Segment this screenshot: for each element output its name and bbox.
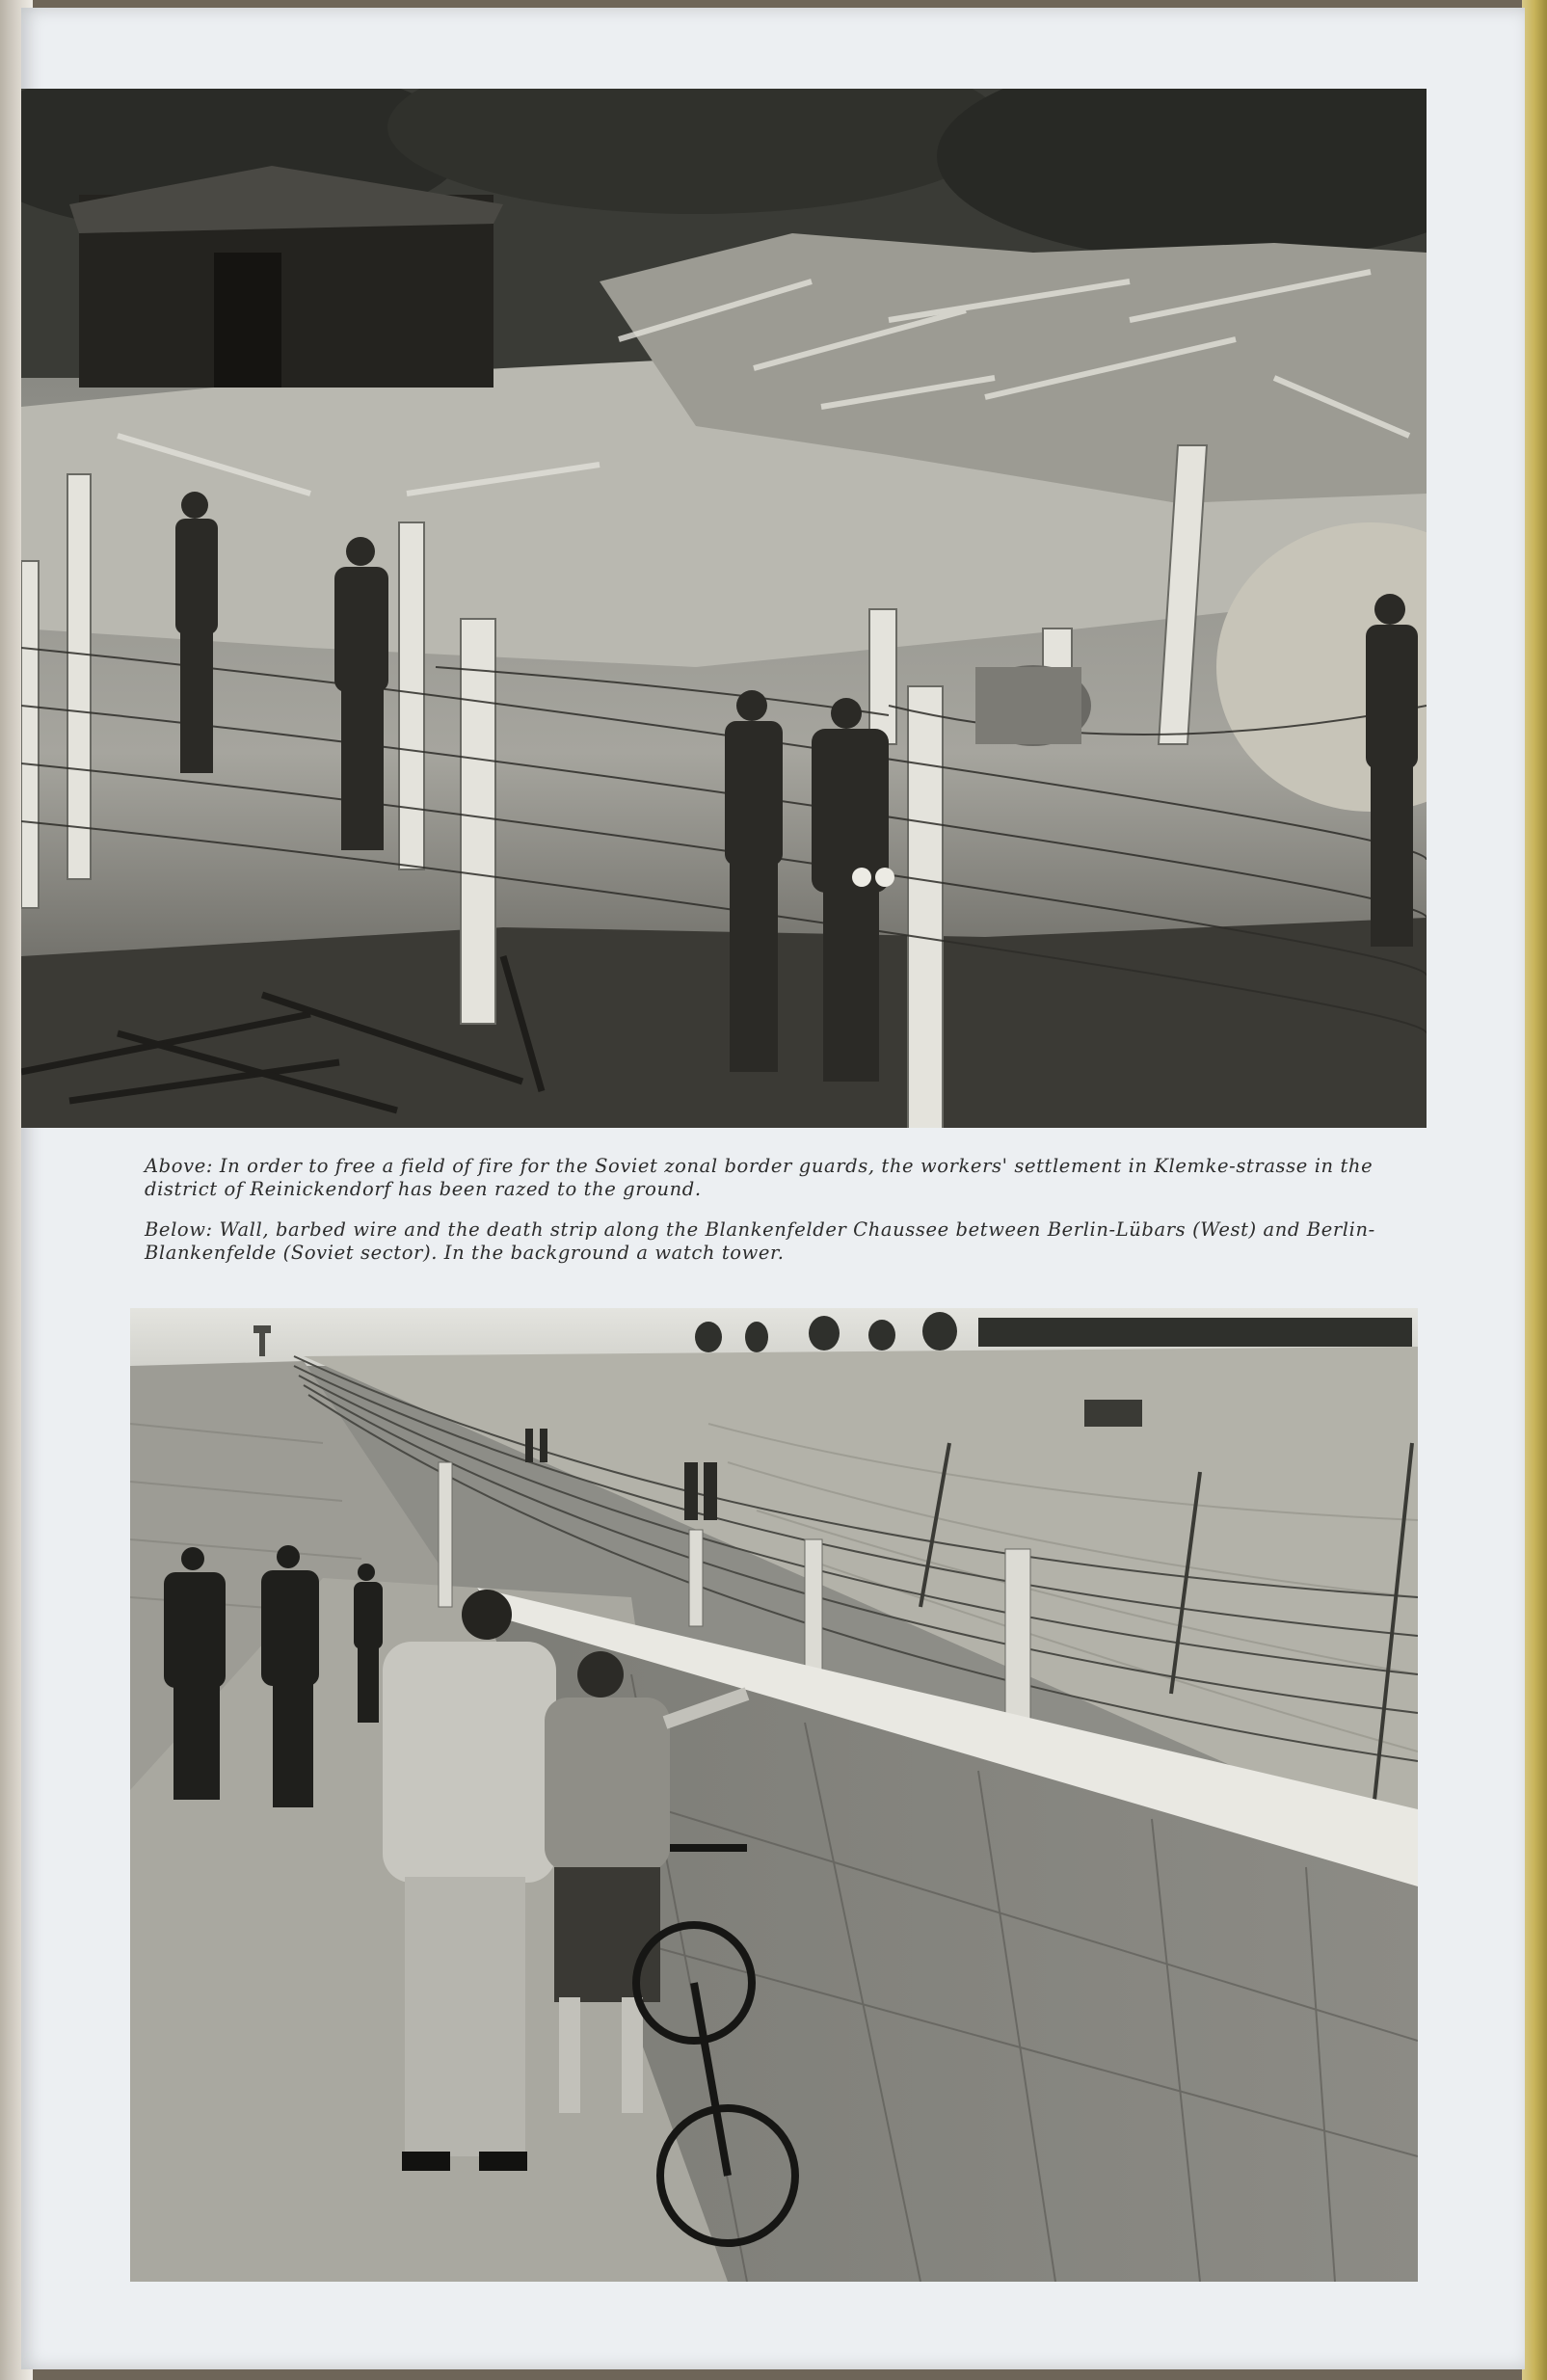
binder-right-edge (1522, 0, 1547, 2380)
photo-wall-death-strip (130, 1308, 1418, 2282)
caption-above: Above: In order to free a field of fire for the Soviet zonal border guards, the workers' settlement in Klemke-strasse in the district of Reinickendorf has been razed to the ground. (145, 1155, 1374, 1200)
photo-razed-settlement-illustration (21, 89, 1427, 1128)
photo-wall-death-strip-illustration (130, 1308, 1418, 2282)
caption-below: Below: Wall, barbed wire and the death strip along the Blankenfelder Chaussee between Berlin-Lübars (West) and Berlin-Blankenfelde (Soviet sector). In the background a watch tower. (145, 1218, 1375, 1264)
photo-razed-settlement (21, 89, 1427, 1128)
